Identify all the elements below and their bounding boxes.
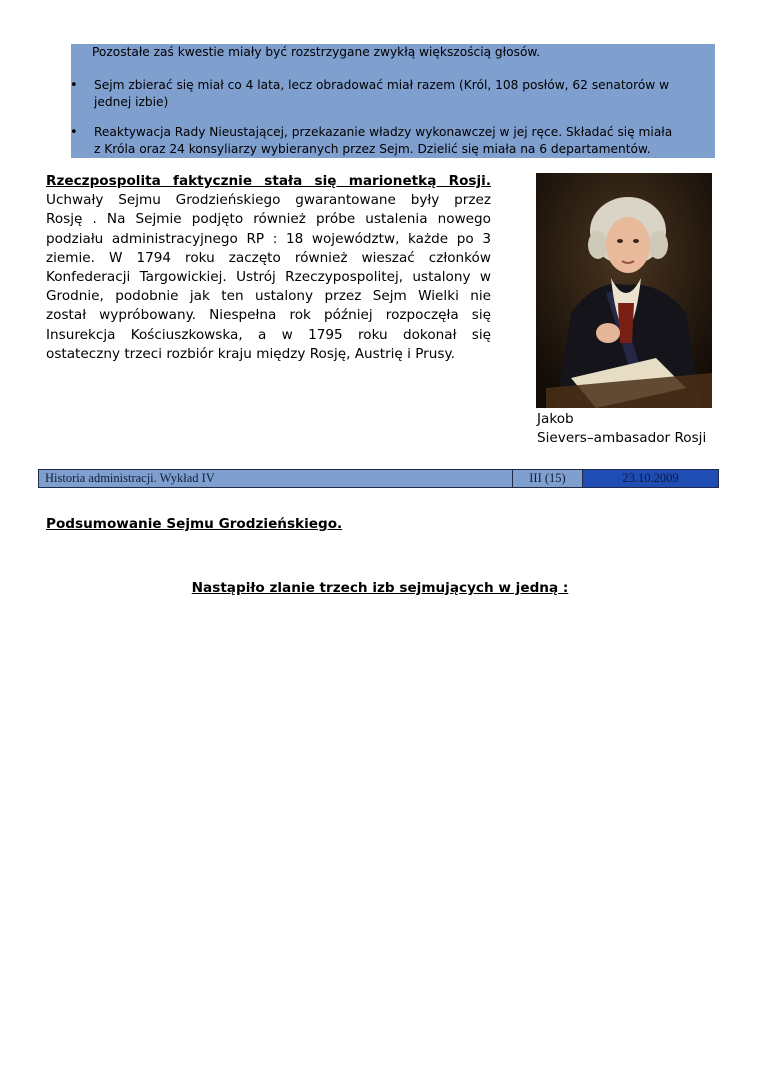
bullet-icon: • [70,78,78,93]
portrait-painting [536,173,712,408]
footer-title: Historia administracji. Wykład IV [39,470,513,487]
summary-title: Podsumowanie Sejmu Grodzieńskiego. [46,516,343,532]
portrait-image [536,173,712,408]
paragraph-line: podziału administracyjnego RP : 18 województw, każde po 3 [46,230,491,247]
paragraph-line: ostateczny trzeci rozbiór kraju między Rosję, Austrię i Prusy. [46,345,455,362]
paragraph-line: Rosję . Na Sejmie podjęto również próbe ustalenia nowego [46,211,491,228]
box-intro-text: Pozostałe zaś kwestie miały być rozstrzygane zwykłą większością głosów. [92,45,541,59]
bullet-2-line-1: Reaktywacja Rady Nieustającej, przekazanie władzy wykonawczej w jej ręce. Składać się miała [94,125,673,139]
page-footer [38,469,719,488]
footer-page-number: III (15) [513,470,583,487]
paragraph-line: ziemie. W 1794 roku zaczęto również wieszać członków [46,249,491,266]
paragraph-line: Insurekcja Kościuszkowska, a w 1795 roku dokonał się [46,326,491,343]
footer-date: 23.10.2009 [583,470,718,487]
paragraph-line: został wypróbowany. Niespełna rok później rozpoczęła się [46,307,491,324]
portrait-caption-line-1: Jakob [537,411,574,427]
bullet-1-line-2: jednej izbie) [94,95,169,109]
paragraph-line: Uchwały Sejmu Grodzieńskiego gwarantowane były przez [46,192,491,209]
main-paragraph [46,172,491,364]
bullet-1-line-1: Sejm zbierać się miał co 4 lata, lecz obradować miał razem (Król, 108 posłów, 62 senatorów w [94,78,670,92]
bullet-icon: • [70,125,78,140]
paragraph-line: Konfederacji Targowickiej. Ustrój Rzeczypospolitej, ustalony w [46,268,491,285]
summary-subtitle: Nastąpiło zlanie trzech izb sejmujących w jedną : [191,580,569,596]
paragraph-heading: Rzeczpospolita faktycznie stała się marionetką Rosji. [46,173,491,189]
bullet-2-line-2: z Króla oraz 24 konsyliarzy wybieranych przez Sejm. Dzielić się miała na 6 departamentów. [94,142,651,156]
paragraph-line: Grodnie, podobnie jak ten ustalony przez Sejm Wielki nie [46,288,491,305]
portrait-caption-line-2: Sievers–ambasador Rosji [537,430,707,446]
